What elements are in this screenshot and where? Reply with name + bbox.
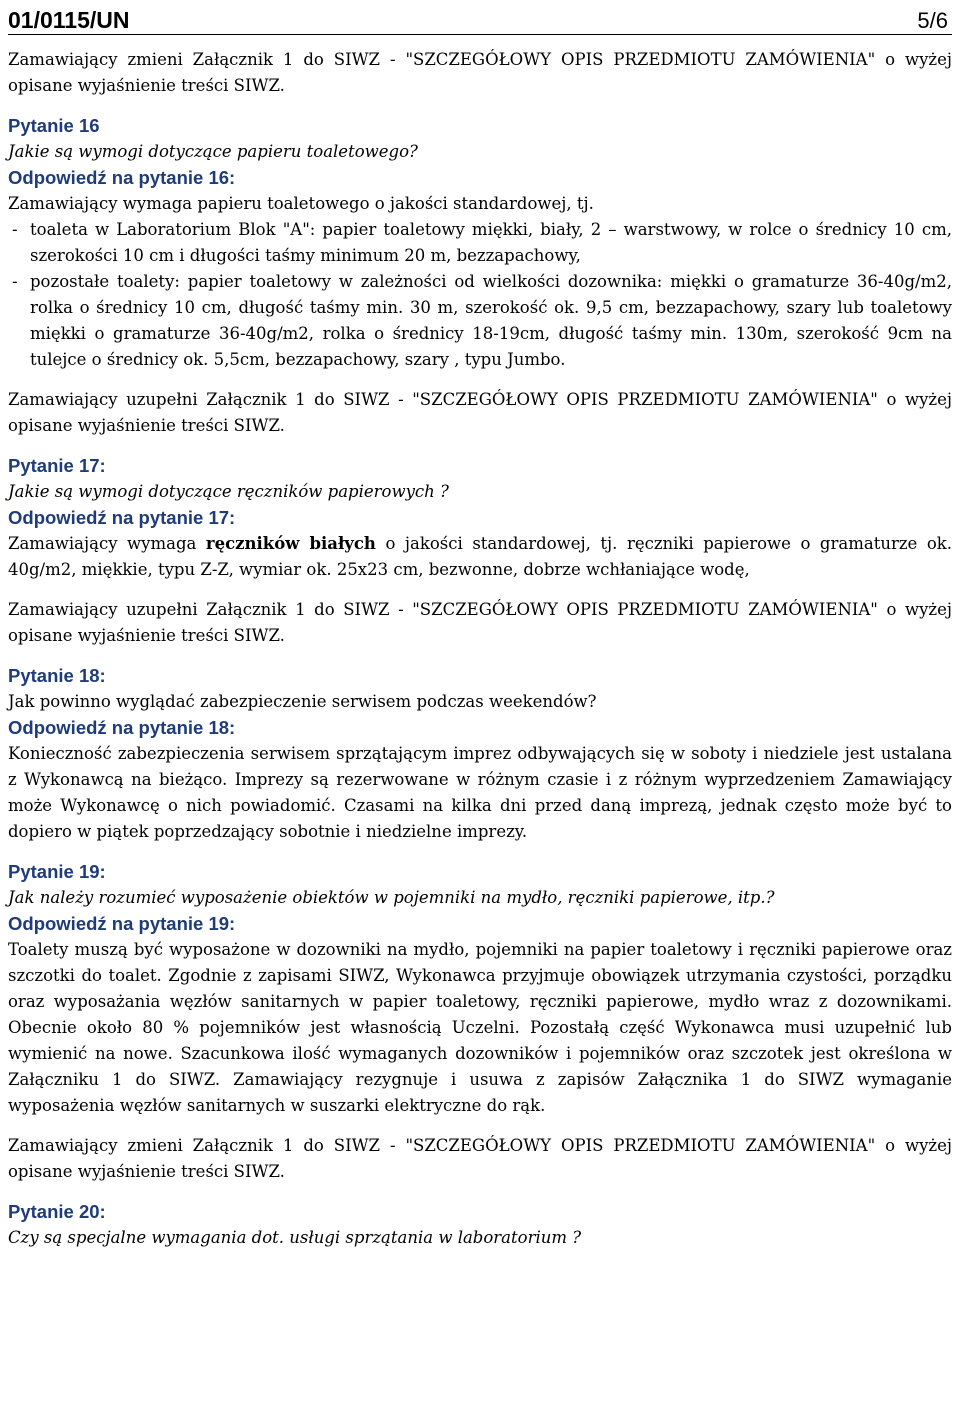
- answer-18-text: Konieczność zabezpieczenia serwisem sprzątającym imprez odbywających się w soboty i niedziele jest ustalana z Wykonawcą na bieżąco. Imprezy są rezerwowane w różnym czasie i z różnym wyprzedzeniem Zamawiający może Wykonawcę o nich powiadomić. Czasami na kilka dni przed daną imprezą, jednak często może być to dopiero w piątek poprzedzający sobotnie i niedzielne imprezy.: [8, 744, 952, 841]
- top-note: Zamawiający zmieni Załącznik 1 do SIWZ - "SZCZEGÓŁOWY OPIS PRZEDMIOTU ZAMÓWIENIA" o wyżej opisane wyjaśnienie treści SIWZ.: [8, 50, 952, 95]
- answer-17-post: o jakości standardowej, tj. ręczniki papierowe o gramaturze ok. 40g/m2, miękkie, typu Z-Z, wymiar ok. 25x23 cm, bezwonne, dobrze wchłaniające wodę,: [8, 534, 953, 579]
- answer-17-pre: Zamawiający wymaga: [8, 534, 206, 553]
- question-16-title: Pytanie 16: [8, 115, 100, 136]
- page-number: 5/6: [917, 8, 948, 33]
- answer-17-text: [8, 531, 952, 583]
- document-id: 01/0115/UN: [8, 7, 130, 33]
- question-18-text: Jak powinno wyglądać zabezpieczenie serwisem podczas weekendów?: [8, 692, 597, 711]
- answer-17-note: Zamawiający uzupełni Załącznik 1 do SIWZ - "SZCZEGÓŁOWY OPIS PRZEDMIOTU ZAMÓWIENIA" o wyżej opisane wyjaśnienie treści SIWZ.: [8, 600, 952, 645]
- question-20-text: Czy są specjalne wymagania dot. usługi sprzątania w laboratorium ?: [8, 1228, 582, 1247]
- answer-16-intro: Zamawiający wymaga papieru toaletowego o jakości standardowej, tj.: [8, 194, 594, 213]
- answer-17-bold: ręczników białych: [205, 534, 376, 553]
- answer-19-note: Zamawiający zmieni Załącznik 1 do SIWZ - "SZCZEGÓŁOWY OPIS PRZEDMIOTU ZAMÓWIENIA" o wyżej opisane wyjaśnienie treści SIWZ.: [8, 1136, 952, 1181]
- answer-19-title: Odpowiedź na pytanie 19:: [8, 913, 236, 934]
- page-header: [8, 0, 952, 35]
- answer-18-title: Odpowiedź na pytanie 18:: [8, 717, 236, 738]
- answer-16-list: [8, 217, 952, 373]
- question-20-title: Pytanie 20:: [8, 1201, 106, 1222]
- answer-17-title: Odpowiedź na pytanie 17:: [8, 507, 236, 528]
- question-18-title: Pytanie 18:: [8, 665, 106, 686]
- list-item: - pozostałe toalety: papier toaletowy w zależności od wielkości dozownika: miękki o gramaturze 36-40g/m2, rolka o średnicy 10 cm, długość taśmy min. 30 m, szerokość ok. 9,5 cm, bezzapachowy, szary lub toaletowy miękki o gramaturze 36-40g/m2, rolka o średnicy 18-19cm, długość taśmy min. 130m, szerokość 9cm na tulejce o średnicy ok. 5,5cm, bezzapachowy, szary , typu Jumbo.: [8, 269, 952, 373]
- answer-16-note: Zamawiający uzupełni Załącznik 1 do SIWZ - "SZCZEGÓŁOWY OPIS PRZEDMIOTU ZAMÓWIENIA" o wyżej opisane wyjaśnienie treści SIWZ.: [8, 390, 952, 435]
- question-17-text: Jakie są wymogi dotyczące ręczników papierowych ?: [8, 482, 449, 501]
- answer-19-text: Toalety muszą być wyposażone w dozowniki na mydło, pojemniki na papier toaletowy i ręczniki papierowe oraz szczotki do toalet. Zgodnie z zapisami SIWZ, Wykonawca przyjmuje obowiązek utrzymania czystości, porządku oraz wyposażania węzłów sanitarnych w papier toaletowy, ręczniki papierowe, mydło wraz z dozownikami. Obecnie około 80 % pojemników jest własnością Uczelni. Pozostałą część Wykonawca musi uzupełnić lub wymienić na nowe. Szacunkowa ilość wymaganych dozowników i pojemników oraz szczotek jest określona w Załączniku 1 do SIWZ. Zamawiający rezygnuje i usuwa z zapisów Załącznika 1 do SIWZ wymaganie wyposażenia węzłów sanitarnych w suszarki elektryczne do rąk.: [8, 940, 952, 1115]
- question-16-text: Jakie są wymogi dotyczące papieru toaletowego?: [8, 142, 418, 161]
- question-17-title: Pytanie 17:: [8, 455, 106, 476]
- answer-16-title: Odpowiedź na pytanie 16:: [8, 167, 236, 188]
- question-19-title: Pytanie 19:: [8, 861, 106, 882]
- question-19-text: Jak należy rozumieć wyposażenie obiektów w pojemniki na mydło, ręczniki papierowe, itp.?: [8, 888, 775, 907]
- list-item: - toaleta w Laboratorium Blok "A": papier toaletowy miękki, biały, 2 – warstwowy, w rolce o średnicy 10 cm, szerokości 10 cm i długości taśmy minimum 20 m, bezzapachowy,: [8, 217, 952, 269]
